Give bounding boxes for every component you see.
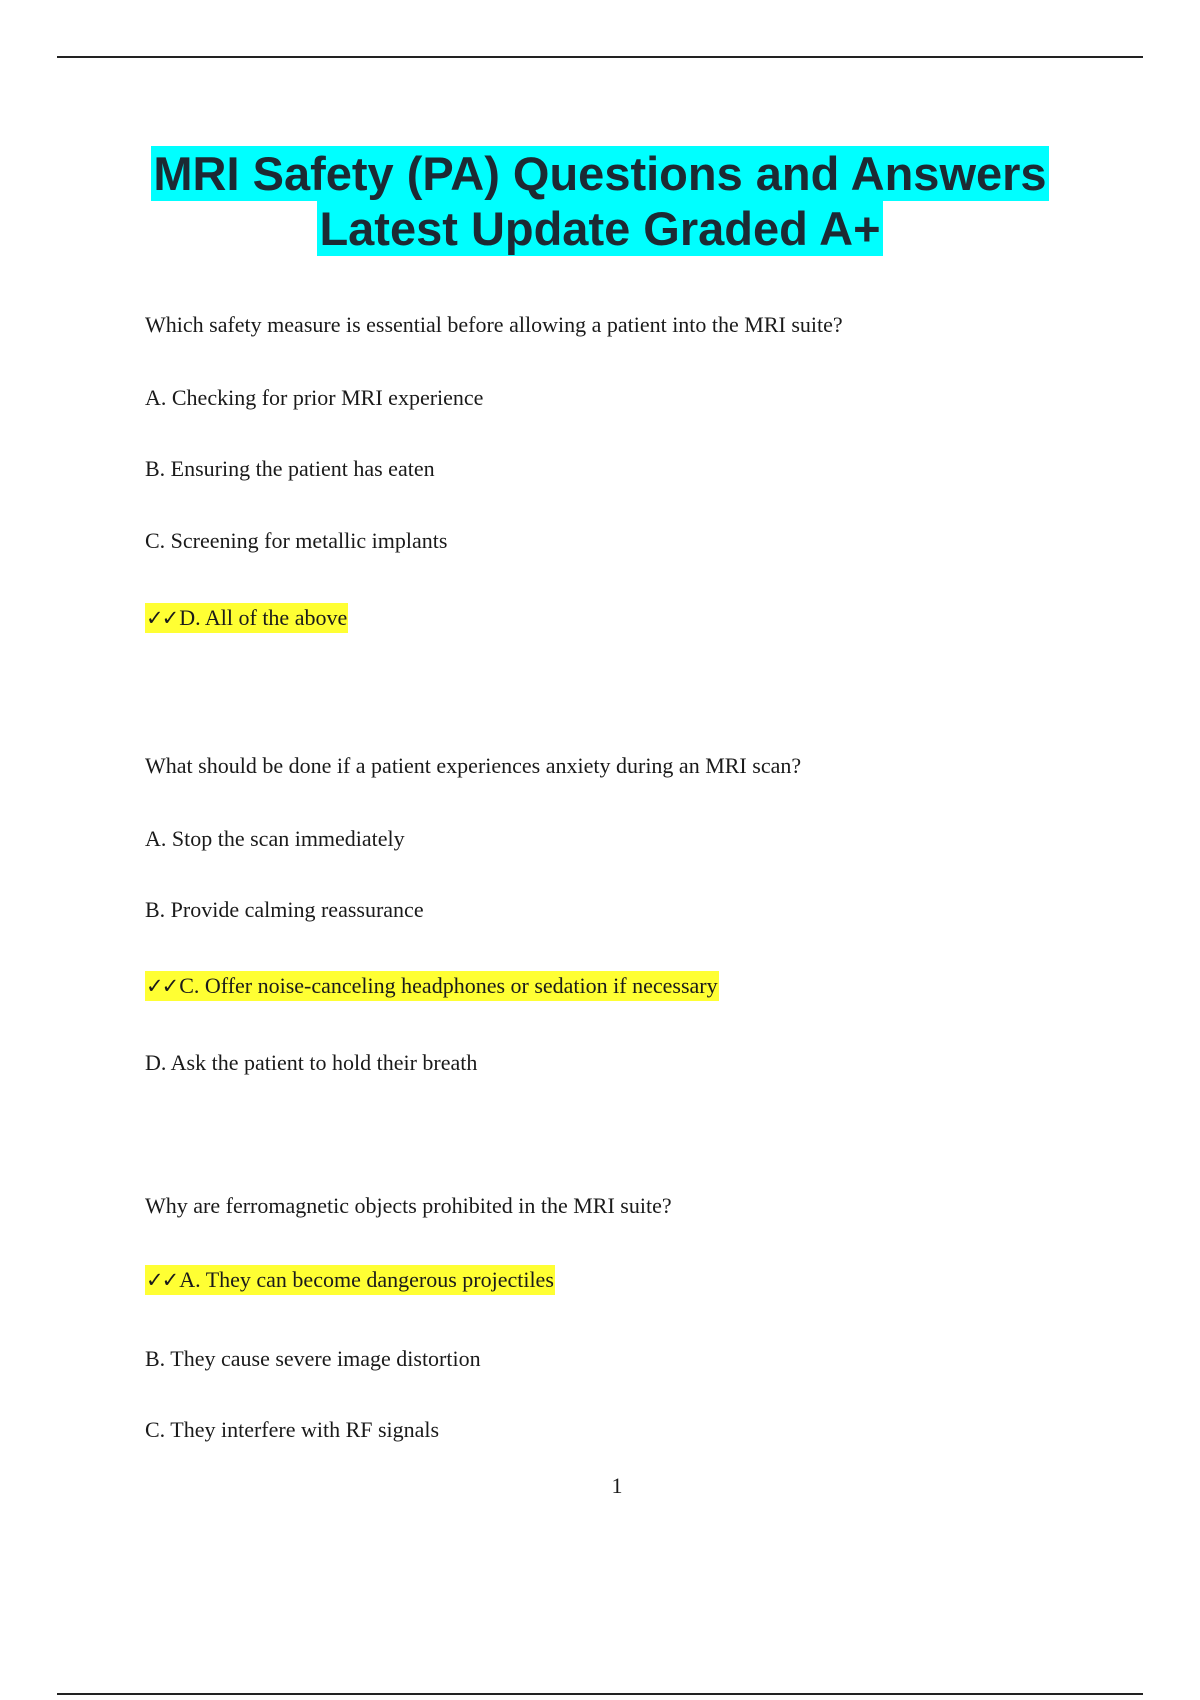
double-check-icon: ✓✓ <box>146 1268 178 1292</box>
correct-answer-highlight <box>145 971 719 1001</box>
title-line-1: MRI Safety (PA) Questions and Answers <box>153 147 1047 200</box>
title-line-2: Latest Update Graded A+ <box>319 202 881 255</box>
question-1-option-b: B. Ensuring the patient has eaten <box>145 456 435 481</box>
question-1-text: Which safety measure is essential before allowing a patient into the MRI suite? <box>145 312 843 337</box>
question-3-option-c: C. They interfere with RF signals <box>145 1417 440 1442</box>
double-check-icon: ✓✓ <box>146 974 178 998</box>
bottom-rule <box>57 1693 1143 1695</box>
question-2-text: What should be done if a patient experiences anxiety during an MRI scan? <box>145 753 802 778</box>
correct-answer-text: D. All of the above <box>179 605 348 630</box>
question-1-option-a: A. Checking for prior MRI experience <box>145 385 484 410</box>
question-2-option-a: A. Stop the scan immediately <box>145 826 405 851</box>
page-number: 1 <box>611 1473 623 1498</box>
correct-answer-text: C. Offer noise-canceling headphones or sedation if necessary <box>179 973 718 998</box>
question-1-option-d-correct <box>145 604 348 632</box>
question-2-option-c-correct <box>145 972 719 1000</box>
correct-answer-highlight <box>145 1265 555 1295</box>
question-2-option-d: D. Ask the patient to hold their breath <box>145 1050 478 1075</box>
question-1-option-c: C. Screening for metallic implants <box>145 528 448 553</box>
double-check-icon: ✓✓ <box>146 606 178 630</box>
question-3-option-a-correct <box>145 1266 555 1294</box>
question-3-text: Why are ferromagnetic objects prohibited in the MRI suite? <box>145 1193 672 1218</box>
correct-answer-text: A. They can become dangerous projectiles <box>179 1267 554 1292</box>
correct-answer-highlight <box>145 603 348 633</box>
top-rule <box>57 56 1143 58</box>
document-title <box>0 146 1200 256</box>
question-2-option-b: B. Provide calming reassurance <box>145 897 424 922</box>
question-3-option-b: B. They cause severe image distortion <box>145 1346 481 1371</box>
